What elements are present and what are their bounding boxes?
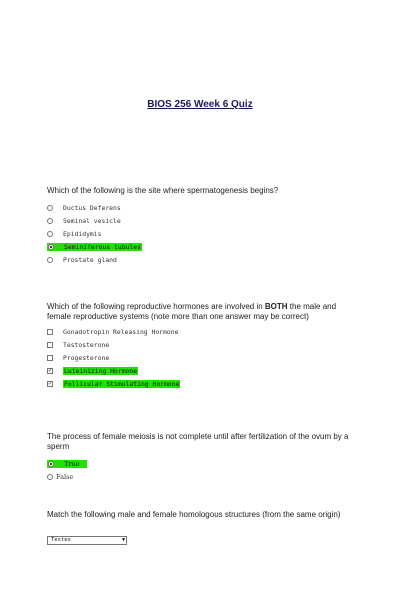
radio-button[interactable] [47, 205, 53, 211]
page-title: BIOS 256 Week 6 Quiz [147, 99, 253, 110]
q1-option[interactable] [47, 227, 142, 240]
checkbox[interactable] [47, 329, 53, 335]
q2-option[interactable] [47, 364, 180, 377]
radio-button-selected[interactable] [48, 244, 54, 250]
q3-option-label-selected: True [64, 459, 80, 468]
dropdown-value: Testes [51, 537, 71, 543]
checkbox-checked[interactable]: ✓ [48, 366, 52, 374]
q3-option-label: False [56, 472, 74, 481]
chevron-down-icon[interactable]: ▼ [121, 537, 125, 543]
q1-option[interactable] [47, 201, 142, 214]
checkbox[interactable] [47, 355, 53, 361]
q2-text-bold: BOTH [264, 302, 288, 311]
radio-button[interactable] [47, 231, 53, 237]
radio-button[interactable] [47, 218, 53, 224]
q2-option-label: Gonadotropin Releasing Hormone [63, 327, 179, 336]
radio-button[interactable] [47, 474, 53, 480]
q2-option[interactable] [47, 338, 180, 351]
question-1-options [47, 201, 142, 266]
radio-button[interactable] [47, 257, 53, 263]
radio-button-selected[interactable] [48, 461, 54, 467]
question-2-options [47, 325, 180, 390]
q2-text-before: Which of the following reproductive hormones are involved in [47, 302, 265, 311]
q3-option[interactable] [47, 457, 87, 470]
q2-option-label: Progesterone [63, 353, 110, 362]
checkbox-checked[interactable]: ✓ [48, 379, 52, 387]
q1-option-label: Prostate gland [63, 255, 117, 264]
q2-option-label-selected: Follicular Stimulating Hormone [64, 379, 180, 388]
checkbox[interactable] [47, 342, 53, 348]
q1-option[interactable] [47, 240, 142, 253]
q1-option-label: Epididymis [63, 229, 102, 238]
q2-option[interactable] [47, 351, 180, 364]
question-3-options [47, 457, 87, 483]
q1-option[interactable] [47, 253, 142, 266]
q2-option-label: Testosterone [63, 340, 110, 349]
q2-text-after: the male and female reproductive systems (note more than one answer may be correct) [47, 302, 337, 321]
q3-option[interactable] [47, 470, 87, 483]
question-4-text: Match the following male and female homologous structures (from the same origin) [47, 510, 341, 519]
q1-option[interactable] [47, 214, 142, 227]
question-1-text: Which of the following is the site where spermatogenesis begins? [47, 186, 279, 195]
q2-option[interactable] [47, 377, 180, 390]
q2-option[interactable] [47, 325, 180, 338]
q2-option-label-selected: Luteinizing Hormone [64, 366, 138, 375]
q1-option-label: Ductus Deferens [63, 203, 121, 212]
q1-option-label-selected: Seminiferous tubules [64, 242, 141, 251]
q1-option-label: Seminal vesicle [63, 216, 121, 225]
match-dropdown[interactable] [47, 536, 127, 545]
question-2-text [47, 302, 357, 322]
question-3-text: The process of female meiosis is not complete until after fertilization of the ovum by a sperm [47, 432, 349, 451]
